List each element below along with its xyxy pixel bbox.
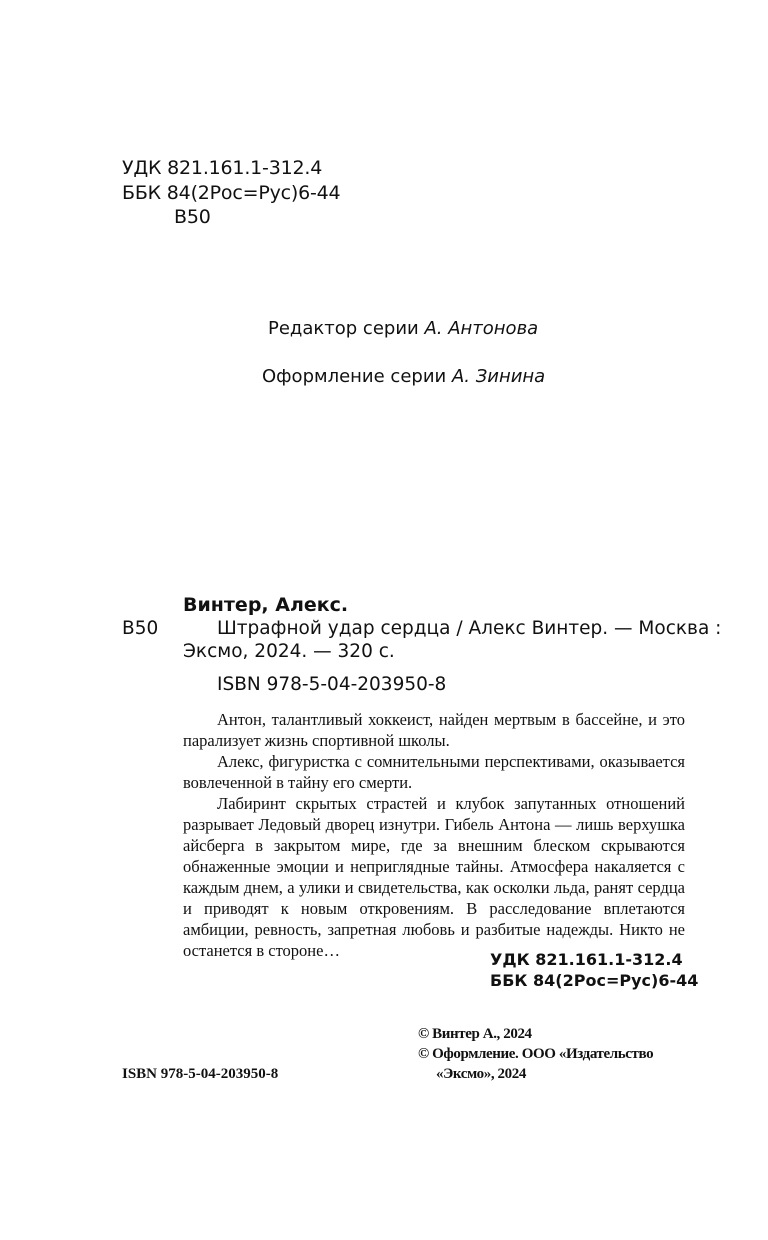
series-editor	[268, 318, 538, 339]
bbk-code: ББК 84(2Рос=Рус)6-44	[122, 182, 341, 204]
copyright-design: © Оформление. ООО «Издательство	[418, 1046, 654, 1062]
annotation-paragraph-3: Лабиринт скрытых страстей и клубок запутанных отношений разрывает Ледовый дворец изнутри. Гибель Антона — лишь верхушка айсберга в закрытом мире, где за внешним блеском скрываются обнаженные эмоции и неприглядные тайны. Атмосфера накаляется с каждым днем, а улики и свидетельства, как осколки льда, ранят сердца и приводят к новым откровениям. В расследование вплетаются амбиции, ревность, запретная любовь и разбитые надежды. Никто не останется в стороне…	[183, 794, 685, 960]
annotation-paragraph-2: Алекс, фигуристка с сомнительными перспективами, оказывается вовлеченной в тайну его смерти.	[183, 752, 685, 792]
series-editor-label: Редактор серии	[268, 318, 419, 339]
author-mark: В50	[174, 206, 211, 228]
series-design	[262, 366, 545, 387]
udk-code: УДК 821.161.1-312.4	[122, 157, 323, 179]
annotation	[183, 709, 685, 961]
series-design-name: А. Зинина	[451, 366, 546, 387]
bib-isbn: ISBN 978-5-04-203950-8	[217, 674, 447, 695]
series-design-label: Оформление серии	[262, 366, 447, 387]
footer-bbk-code: ББК 84(2Рос=Рус)6-44	[490, 971, 699, 990]
bib-title-line-1: Штрафной удар сердца / Алекс Винтер. — Москва :	[217, 618, 722, 639]
annotation-paragraph-1: Антон, талантливый хоккеист, найден мертвым в бассейне, и это парализует жизнь спортивной школы.	[183, 710, 685, 750]
bib-author-mark: В50	[122, 618, 159, 639]
footer-udk-code: УДК 821.161.1-312.4	[490, 950, 683, 969]
author-heading: Винтер, Алекс.	[183, 594, 349, 616]
bib-title-line-2: Эксмо, 2024. — 320 с.	[183, 641, 395, 662]
copyright-author: © Винтер А., 2024	[418, 1026, 532, 1042]
isbn-bottom: ISBN 978-5-04-203950-8	[122, 1066, 279, 1082]
series-editor-name: А. Антонова	[424, 318, 539, 339]
copyright-publisher: «Эксмо», 2024	[436, 1066, 526, 1082]
